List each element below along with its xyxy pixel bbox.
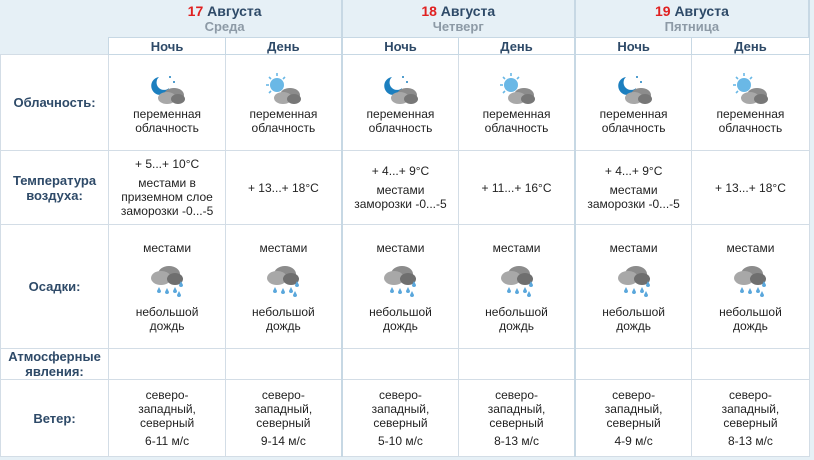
cloud-cell [459, 55, 575, 151]
period-night: Ночь [342, 38, 459, 55]
day-month: Августа [674, 3, 729, 19]
precipitation-text-2: дождь [733, 318, 768, 333]
wind-speed: 8-13 м/с [494, 434, 539, 448]
precipitation-text-1: небольшой [369, 304, 432, 319]
rain-cloud-icon [378, 261, 422, 299]
cloud-text-1: переменная [716, 106, 785, 121]
temperature-note-1: местами [376, 183, 425, 197]
atmospheric-cell [692, 349, 809, 380]
temperature-note-2: заморозки -0...-5 [587, 197, 680, 211]
atmospheric-cell [226, 349, 342, 380]
temperature-cell [109, 151, 226, 225]
precipitation-top: местами [143, 240, 192, 255]
wind-speed: 9-14 м/с [260, 434, 306, 448]
period-day: День [226, 38, 342, 55]
wind-dir-1: северо- [145, 388, 189, 402]
temperature-label-2: воздуха: [26, 187, 83, 203]
cloud-label: Облачность: [1, 55, 109, 151]
temperature-note-2: приземном слое [121, 190, 213, 204]
wind-dir-3: северный [723, 416, 778, 430]
temperature-note-1: местами [609, 183, 658, 197]
date-header-row [1, 0, 810, 38]
temperature-cell [692, 151, 809, 225]
wind-cell [459, 380, 575, 457]
atmospheric-row [1, 349, 810, 380]
rain-cloud-icon [261, 261, 305, 299]
rain-cloud-icon [145, 261, 189, 299]
rain-cloud-icon [612, 261, 656, 299]
wind-speed: 6-11 м/с [145, 434, 190, 448]
period-night: Ночь [109, 38, 226, 55]
precipitation-cell [109, 225, 226, 349]
precipitation-cell [459, 225, 575, 349]
wind-dir-1: северо- [495, 388, 538, 402]
wind-cell [226, 380, 342, 457]
cloud-cell [226, 55, 342, 151]
wind-dir-3: северный [256, 416, 311, 430]
wind-cell [342, 380, 459, 457]
moon-cloud-icon [378, 71, 422, 107]
cloud-cell [575, 55, 692, 151]
day-header-3 [575, 0, 809, 38]
wind-speed: 4-9 м/с [614, 434, 653, 448]
day-weekday: Четверг [432, 19, 484, 34]
cloud-text-1: переменная [366, 106, 435, 121]
wind-dir-2: западный, [604, 402, 663, 416]
rain-cloud-icon [728, 261, 772, 299]
atmospheric-cell [109, 349, 226, 380]
day-weekday: Среда [204, 19, 245, 34]
temperature-cell [226, 151, 342, 225]
precipitation-text-1: небольшой [602, 304, 665, 319]
temperature-cell [342, 151, 459, 225]
wind-row [1, 380, 810, 457]
cloud-text-2: облачность [251, 120, 316, 135]
period-night: Ночь [575, 38, 692, 55]
cloud-text-1: переменная [249, 106, 318, 121]
precipitation-text-2: дождь [499, 318, 534, 333]
atmospheric-cell [459, 349, 575, 380]
wind-dir-3: северный [606, 416, 661, 430]
wind-label: Ветер: [1, 380, 109, 457]
cloud-text-1: переменная [133, 106, 202, 121]
day-month: Августа [207, 3, 262, 19]
cloud-text-2: облачность [718, 120, 783, 135]
wind-cell [692, 380, 809, 457]
precipitation-top: местами [609, 240, 658, 255]
wind-dir-1: северо- [379, 388, 422, 402]
period-day: День [692, 38, 809, 55]
precipitation-top: местами [492, 240, 541, 255]
temperature-value: + 13...+ 18°С [247, 180, 319, 195]
precipitation-text-1: небольшой [485, 304, 548, 319]
cloud-row [1, 55, 810, 151]
rain-cloud-icon [495, 261, 539, 299]
temperature-value: + 4...+ 9°С [371, 164, 430, 178]
day-weekday: Пятница [664, 19, 720, 34]
temperature-row [1, 151, 810, 225]
wind-dir-1: северо- [261, 388, 305, 402]
day-number: 19 [654, 3, 671, 19]
wind-dir-3: северный [489, 416, 544, 430]
temperature-value: + 11...+ 16°С [481, 180, 552, 195]
sun-cloud-icon [495, 71, 539, 107]
period-header-row [1, 38, 810, 55]
precipitation-cell [342, 225, 459, 349]
period-day: День [459, 38, 575, 55]
temperature-label [1, 151, 109, 225]
precipitation-text-1: небольшой [135, 304, 199, 319]
moon-cloud-icon [145, 71, 189, 107]
wind-dir-1: северо- [612, 388, 656, 402]
atmospheric-cell [342, 349, 459, 380]
atmospheric-cell [575, 349, 692, 380]
cloud-text-2: облачность [484, 120, 549, 135]
precipitation-top: местами [259, 240, 308, 255]
day-header-1 [109, 0, 342, 38]
cloud-cell [109, 55, 226, 151]
day-number: 17 [187, 3, 204, 19]
sun-cloud-icon [728, 71, 772, 107]
period-blank [1, 38, 109, 55]
header-blank [1, 0, 109, 38]
cloud-text-1: переменная [482, 106, 551, 121]
precipitation-text-2: дождь [616, 318, 652, 333]
temperature-value: + 4...+ 9°С [604, 164, 663, 178]
cloud-text-2: облачность [135, 120, 199, 135]
atmospheric-label-1: Атмосферные [8, 349, 101, 364]
wind-speed: 5-10 м/с [378, 434, 423, 448]
cloud-text-2: облачность [601, 120, 666, 135]
wind-dir-1: северо- [728, 388, 772, 402]
wind-speed: 8-13 м/с [727, 434, 773, 448]
moon-cloud-icon [612, 71, 656, 107]
temperature-note-3: заморозки -0...-5 [120, 204, 214, 218]
sun-cloud-icon [261, 71, 305, 107]
cloud-text-1: переменная [599, 106, 668, 121]
cloud-cell [342, 55, 459, 151]
precipitation-text-1: небольшой [252, 304, 315, 319]
temperature-cell [575, 151, 692, 225]
precipitation-top: местами [726, 240, 775, 255]
day-header-2 [342, 0, 575, 38]
precipitation-text-1: небольшой [719, 304, 782, 319]
wind-dir-2: западный, [254, 402, 313, 416]
precipitation-top: местами [376, 240, 425, 255]
wind-dir-3: северный [139, 416, 195, 430]
temperature-value: + 13...+ 18°С [715, 180, 786, 195]
wind-dir-2: западный, [487, 402, 546, 416]
wind-dir-2: западный, [138, 402, 196, 416]
day-number: 18 [421, 3, 437, 19]
precipitation-cell [226, 225, 342, 349]
wind-dir-2: западный, [721, 402, 780, 416]
wind-dir-2: западный, [371, 402, 430, 416]
wind-cell [575, 380, 692, 457]
wind-dir-3: северный [373, 416, 428, 430]
cloud-cell [692, 55, 809, 151]
precipitation-text-2: дождь [265, 318, 301, 333]
atmospheric-label [1, 349, 109, 380]
precipitation-text-2: дождь [149, 318, 185, 333]
wind-cell [109, 380, 226, 457]
precipitation-cell [692, 225, 809, 349]
precipitation-text-2: дождь [383, 318, 418, 333]
day-month: Августа [440, 3, 496, 19]
temperature-cell [459, 151, 575, 225]
precipitation-label: Осадки: [1, 225, 109, 349]
precipitation-cell [575, 225, 692, 349]
atmospheric-label-2: явления: [25, 364, 84, 379]
temperature-value: + 5...+ 10°С [134, 157, 200, 171]
precipitation-row [1, 225, 810, 349]
cloud-text-2: облачность [368, 120, 433, 135]
temperature-note-2: заморозки -0...-5 [354, 197, 447, 211]
temperature-label-1: Температура [12, 172, 97, 188]
temperature-note-1: местами в [138, 176, 196, 190]
